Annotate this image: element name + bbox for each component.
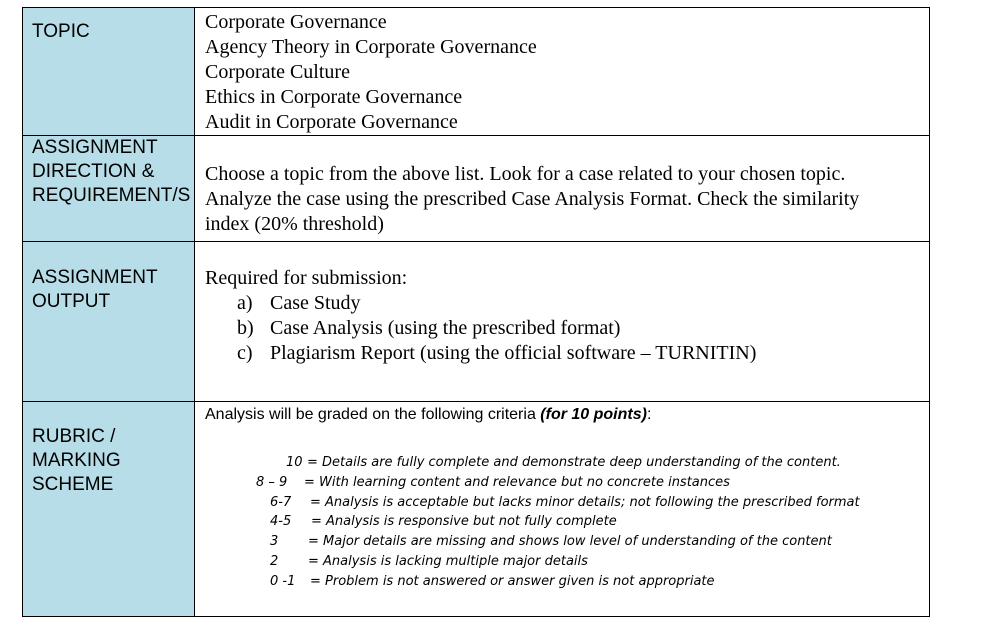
rubric-criterion (205, 473, 923, 493)
rubric-intro-points: (for 10 points) (540, 406, 647, 423)
topic-item: Ethics in Corporate Governance (205, 86, 463, 108)
output-item-marker: a) (237, 292, 253, 314)
rubric-criterion (205, 572, 923, 592)
direction-text-line: index (20% threshold) (205, 213, 384, 235)
output-item-marker: c) (237, 342, 253, 364)
direction-text-line: Analyze the case using the prescribed Case Analysis Format. Check the similarity (205, 188, 860, 210)
topic-item: Audit in Corporate Governance (205, 111, 458, 133)
rubric-criterion (205, 493, 923, 513)
rubric-criterion (205, 512, 923, 532)
rubric-row (23, 402, 930, 617)
rubric-description: = Details are fully complete and demonstrate deep understanding of the content. (307, 455, 841, 470)
output-item-marker: b) (237, 317, 254, 339)
rubric-description: = Problem is not answered or answer given is not appropriate (310, 573, 715, 589)
topic-row (23, 8, 930, 136)
rubric-intro-end: : (646, 406, 652, 423)
rubric-label-cell (23, 402, 195, 617)
output-item-text: Case Study (270, 292, 361, 314)
rubric-score: 3 (270, 534, 279, 550)
rubric-description: = Analysis is lacking multiple major details (308, 553, 588, 569)
rubric-score: 6-7 (270, 494, 292, 510)
rubric-criterion (205, 532, 923, 552)
rubric-label-line: MARKING (32, 450, 121, 471)
topic-item: Corporate Governance (205, 11, 387, 33)
output-cell (195, 242, 930, 402)
rubric-description: = Major details are missing and shows low level of understanding of the content (308, 534, 832, 550)
rubric-score: 10 (286, 455, 303, 470)
direction-text-line: Choose a topic from the above list. Look for a case related to your chosen topic. (205, 163, 846, 185)
topic-label-cell (23, 8, 195, 136)
output-label-line: OUTPUT (32, 291, 111, 312)
output-list (205, 291, 923, 366)
output-item-text: Plagiarism Report (using the official software – TURNITIN) (270, 342, 757, 364)
rubric-score: 4-5 (270, 514, 292, 530)
rubric-score: 2 (270, 553, 279, 569)
rubric-intro (205, 403, 923, 427)
rubric-score: 0 -1 (270, 573, 296, 589)
topic-list-cell (195, 8, 930, 136)
direction-text-cell (195, 136, 930, 242)
topic-item: Agency Theory in Corporate Governance (205, 36, 537, 58)
direction-label-line: DIRECTION & (32, 161, 155, 182)
rubric-cell (195, 402, 930, 617)
topic-label: TOPIC (32, 21, 90, 42)
topic-item: Corporate Culture (205, 61, 350, 83)
assignment-table (22, 7, 930, 617)
direction-row (23, 136, 930, 242)
output-item (237, 316, 923, 341)
rubric-description: = With learning content and relevance but no concrete instances (304, 474, 730, 490)
output-heading: Required for submission: (205, 267, 408, 289)
direction-label-cell (23, 136, 195, 242)
rubric-criteria-list (205, 453, 923, 592)
output-item (237, 341, 923, 366)
direction-label-line: ASSIGNMENT (32, 137, 158, 158)
rubric-intro-text: Analysis will be graded on the following criteria (205, 406, 541, 423)
output-label-line: ASSIGNMENT (32, 267, 158, 288)
rubric-description: = Analysis is responsive but not fully complete (311, 514, 617, 530)
direction-label-line: REQUIREMENT/S (32, 185, 191, 206)
rubric-criterion (205, 552, 923, 572)
rubric-score: 8 – 9 (256, 474, 288, 490)
output-row (23, 242, 930, 402)
rubric-description: = Analysis is acceptable but lacks minor details; not following the prescribed format (310, 494, 860, 510)
output-item (237, 291, 923, 316)
rubric-label-line: SCHEME (32, 474, 114, 495)
rubric-label-line: RUBRIC / (32, 426, 116, 447)
output-label-cell (23, 242, 195, 402)
rubric-criterion (205, 453, 923, 473)
output-item-text: Case Analysis (using the prescribed format) (270, 317, 621, 339)
